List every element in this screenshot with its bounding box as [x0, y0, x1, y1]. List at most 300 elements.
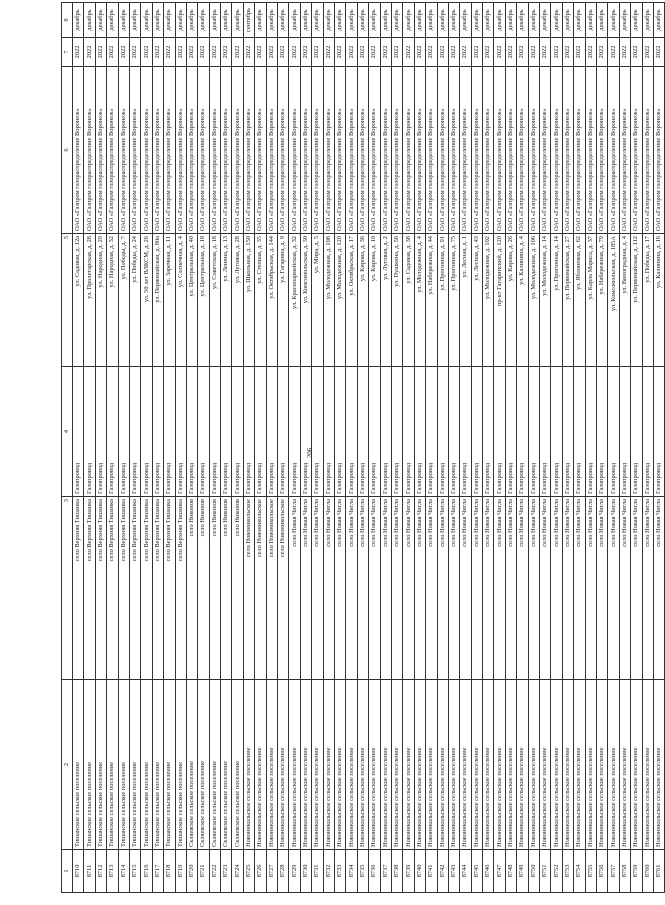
cell-month: декабрь [186, 3, 197, 38]
cell-settlement: Тишанское сельское поселение [107, 680, 118, 850]
cell-settlement: Новоникольское сельское поселение [585, 680, 596, 850]
cell-month: декабрь [209, 3, 220, 38]
cell-object-type: Газопровод [426, 367, 437, 497]
cell-object-type: Газопровод [84, 367, 95, 497]
header-col-7: 7 [62, 38, 73, 67]
cell-row-number: 8746 [483, 850, 494, 893]
cell-row-number: 8745 [471, 850, 482, 893]
cell-object-type: Газопровод [540, 367, 551, 497]
cell-row-number: 8738 [391, 850, 402, 893]
cell-row-number: 8751 [540, 850, 551, 893]
cell-locality: село Новая Чигла [380, 497, 391, 680]
cell-address: ул. Калинина, д. 16 [653, 234, 664, 367]
cell-row-number: 8722 [209, 850, 220, 893]
cell-operator: ОАО «Газпром газораспределение Воронеж» [619, 67, 630, 234]
cell-operator: ОАО «Газпром газораспределение Воронеж» [346, 67, 357, 234]
cell-row-number: 8749 [517, 850, 528, 893]
cell-month: декабрь [471, 3, 482, 38]
table-row [460, 3, 471, 893]
cell-settlement: Новоникольское сельское поселение [494, 680, 505, 850]
cell-year: 2022 [574, 38, 585, 67]
cell-month: декабрь [221, 3, 232, 38]
cell-object-type: Газопровод [414, 367, 425, 497]
cell-year: 2022 [505, 38, 516, 67]
cell-year: 2022 [369, 38, 380, 67]
cell-locality: село Новая Чигла [323, 497, 334, 680]
table-row [221, 3, 232, 893]
cell-month: декабрь [175, 3, 186, 38]
cell-operator: ОАО «Газпром газораспределение Воронеж» [414, 67, 425, 234]
cell-locality: село Никонов [221, 497, 232, 680]
cell-month: декабрь [483, 3, 494, 38]
cell-year: 2022 [460, 38, 471, 67]
cell-row-number: 8734 [346, 850, 357, 893]
cell-settlement: Новоникольское сельское поселение [483, 680, 494, 850]
table-row [243, 3, 254, 893]
cell-locality: село Новая Чигла [334, 497, 345, 680]
table-row [346, 3, 357, 893]
cell-row-number: 8726 [255, 850, 266, 893]
cell-address: пр-кт Гагаринский, д. 120 [494, 234, 505, 367]
cell-operator: ОАО «Газпром газораспределение Воронеж» [357, 67, 368, 234]
cell-locality: село Новая Чигла [357, 497, 368, 680]
table-row [175, 3, 186, 893]
cell-locality: село Новая Чигла [369, 497, 380, 680]
table-row [471, 3, 482, 893]
cell-month: декабрь [129, 3, 140, 38]
cell-locality: село Новая Чигла [631, 497, 642, 680]
cell-year: 2022 [334, 38, 345, 67]
cell-object-type: Газопровод [255, 367, 266, 497]
cell-row-number: 8710 [73, 850, 84, 893]
table-row [483, 3, 494, 893]
table-row [300, 3, 311, 893]
cell-operator: ОАО «Газпром газораспределение Воронеж» [152, 67, 163, 234]
cell-year: 2022 [232, 38, 243, 67]
cell-row-number: 8743 [448, 850, 459, 893]
cell-address: ул. Первомайская, д. 112 [631, 234, 642, 367]
table-row [631, 3, 642, 893]
table-row [619, 3, 630, 893]
cell-locality: село Новая Чигла [517, 497, 528, 680]
cell-settlement: Скляевское сельское поселение [209, 680, 220, 850]
table-row [517, 3, 528, 893]
table-row [186, 3, 197, 893]
cell-object-type: Газопровод [505, 367, 516, 497]
cell-year: 2022 [243, 38, 254, 67]
cell-year: 2022 [596, 38, 607, 67]
cell-locality: село Новоникольское [266, 497, 277, 680]
cell-settlement: Тишанское сельское поселение [164, 680, 175, 850]
cell-address: ул. Садовая, д. 12а [73, 234, 84, 367]
cell-year: 2022 [118, 38, 129, 67]
cell-object-type: Газопровод [346, 367, 357, 497]
cell-month: декабрь [414, 3, 425, 38]
cell-operator: ОАО «Газпром газораспределение Воронеж» [585, 67, 596, 234]
cell-row-number: 8739 [403, 850, 414, 893]
cell-address: ул. Прогонная, д. 75 [448, 234, 459, 367]
table-row [141, 3, 152, 893]
cell-month: декабрь [266, 3, 277, 38]
cell-settlement: Новоникольское сельское поселение [289, 680, 300, 850]
cell-month: декабрь [73, 3, 84, 38]
cell-year: 2022 [494, 38, 505, 67]
cell-object-type: Газопровод [334, 367, 345, 497]
cell-year: 2022 [107, 38, 118, 67]
table-row [414, 3, 425, 893]
cell-settlement: Новоникольское сельское поселение [540, 680, 551, 850]
cell-object-type: Газопровод [391, 367, 402, 497]
cell-locality: село Верхняя Тишанка [141, 497, 152, 680]
cell-address: ул. Садовая, д. 38 [403, 234, 414, 367]
cell-month: декабрь [426, 3, 437, 38]
cell-address: ул. Прогонная, д. 91 [437, 234, 448, 367]
cell-locality: село Новая Чигла [574, 497, 585, 680]
table-body [73, 3, 665, 893]
cell-object-type: Газопровод [380, 367, 391, 497]
cell-row-number: 8755 [585, 850, 596, 893]
cell-locality: село Новая Чигла [551, 497, 562, 680]
cell-operator: ОАО «Газпром газораспределение Воронеж» [540, 67, 551, 234]
cell-object-type: Газопровод [232, 367, 243, 497]
cell-settlement: Новоникольское сельское поселение [608, 680, 619, 850]
cell-row-number: 8737 [380, 850, 391, 893]
cell-month: декабрь [608, 3, 619, 38]
cell-object-type: Газопровод [278, 367, 289, 497]
cell-row-number: 8728 [278, 850, 289, 893]
cell-address: ул. Молодежная, д. 120 [334, 234, 345, 367]
cell-address: ул. Молодежная, д. 4 [414, 234, 425, 367]
cell-operator: ОАО «Газпром газораспределение Воронеж» [289, 67, 300, 234]
cell-operator: ОАО «Газпром газораспределение Воронеж» [255, 67, 266, 234]
cell-address: ул. Молодежная, д. 102 [483, 234, 494, 367]
cell-row-number: 8735 [357, 850, 368, 893]
cell-settlement: Новоникольское сельское поселение [255, 680, 266, 850]
cell-address: ул. Победы, д. 24 [129, 234, 140, 367]
cell-row-number: 8732 [323, 850, 334, 893]
cell-settlement: Новоникольское сельское поселение [334, 680, 345, 850]
cell-settlement: Новоникольское сельское поселение [243, 680, 254, 850]
cell-row-number: 8741 [426, 850, 437, 893]
header-col-2: 2 [62, 680, 73, 850]
cell-object-type: Газопровод [483, 367, 494, 497]
cell-locality: село Новая Чигла [448, 497, 459, 680]
cell-row-number: 8731 [312, 850, 323, 893]
cell-month: декабрь [437, 3, 448, 38]
cell-locality: село Новоникольское [255, 497, 266, 680]
rotated-table-sheet [61, 7, 663, 893]
cell-locality: село Новая Чигла [312, 497, 323, 680]
cell-settlement: Новоникольское сельское поселение [312, 680, 323, 850]
cell-object-type: Газопровод [209, 367, 220, 497]
table-row [209, 3, 220, 893]
cell-row-number: 8756 [596, 850, 607, 893]
cell-year: 2022 [312, 38, 323, 67]
cell-year: 2022 [175, 38, 186, 67]
cell-row-number: 8719 [175, 850, 186, 893]
cell-operator: ОАО «Газпром газораспределение Воронеж» [300, 67, 311, 234]
cell-row-number: 8757 [608, 850, 619, 893]
cell-object-type: Газопровод [551, 367, 562, 497]
cell-year: 2022 [95, 38, 106, 67]
cell-address: ул. Карла Маркса, д. 37 [585, 234, 596, 367]
cell-year: 2022 [357, 38, 368, 67]
cell-row-number: 8717 [152, 850, 163, 893]
cell-locality: село Новая Чигла [494, 497, 505, 680]
cell-settlement: Новоникольское сельское поселение [619, 680, 630, 850]
cell-locality: село Новая Чигла [403, 497, 414, 680]
cell-month: декабрь [631, 3, 642, 38]
cell-operator: ОАО «Газпром газораспределение Воронеж» [631, 67, 642, 234]
cell-address: ул. Народная, д. 29 [95, 234, 106, 367]
cell-settlement: Новоникольское сельское поселение [346, 680, 357, 850]
cell-settlement: Скляевское сельское поселение [232, 680, 243, 850]
cell-settlement: Новоникольское сельское поселение [414, 680, 425, 850]
cell-settlement: Новоникольское сельское поселение [574, 680, 585, 850]
cell-operator: ОАО «Газпром газораспределение Воронеж» [175, 67, 186, 234]
cell-month: декабрь [574, 3, 585, 38]
cell-locality: село Никонов [186, 497, 197, 680]
cell-locality: село Верхняя Тишанка [73, 497, 84, 680]
table-row [84, 3, 95, 893]
cell-row-number: 8758 [619, 850, 630, 893]
cell-row-number: 8733 [334, 850, 345, 893]
cell-address: ул. Ленина, д. 13 [221, 234, 232, 367]
cell-operator: ОАО «Газпром газораспределение Воронеж» [471, 67, 482, 234]
cell-month: декабрь [141, 3, 152, 38]
cell-year: 2022 [653, 38, 664, 67]
table-row [232, 3, 243, 893]
cell-object-type: Газопровод [198, 367, 209, 497]
cell-year: 2022 [448, 38, 459, 67]
cell-operator: ОАО «Газпром газораспределение Воронеж» [186, 67, 197, 234]
cell-object-type: Газопровод [437, 367, 448, 497]
cell-month: декабрь [551, 3, 562, 38]
cell-year: 2022 [289, 38, 300, 67]
cell-operator: ОАО «Газпром газораспределение Воронеж» [528, 67, 539, 234]
cell-year: 2022 [437, 38, 448, 67]
cell-address: ул. Калинина, д. 4 [517, 234, 528, 367]
cell-address: ул. Луговая, д. 28 [232, 234, 243, 367]
cell-object-type: Газопровод [471, 367, 482, 497]
cell-month: декабрь [517, 3, 528, 38]
cell-month: сентябрь [243, 3, 254, 38]
cell-settlement: Новоникольское сельское поселение [505, 680, 516, 850]
cell-locality: село Новая Чигла [391, 497, 402, 680]
table-row [596, 3, 607, 893]
cell-object-type: Газопровод [243, 367, 254, 497]
cell-year: 2022 [278, 38, 289, 67]
cell-row-number: 8754 [574, 850, 585, 893]
cell-locality: село Никонов [198, 497, 209, 680]
cell-row-number: 8716 [141, 850, 152, 893]
cell-row-number: 8715 [129, 850, 140, 893]
cell-operator: ОАО «Газпром газораспределение Воронеж» [209, 67, 220, 234]
cell-operator: ОАО «Газпром газораспределение Воронеж» [551, 67, 562, 234]
cell-locality: село Никонов [209, 497, 220, 680]
cell-object-type: Газопровод [517, 367, 528, 497]
cell-month: декабрь [84, 3, 95, 38]
cell-address: ул. Кирова, д. 26 [505, 234, 516, 367]
cell-settlement: Новоникольское сельское поселение [278, 680, 289, 850]
cell-address: ул. Первомайская, д. 27 [562, 234, 573, 367]
cell-month: декабрь [540, 3, 551, 38]
table-row [164, 3, 175, 893]
cell-year: 2022 [585, 38, 596, 67]
cell-locality: село Новая Чигла [437, 497, 448, 680]
table-row [95, 3, 106, 893]
cell-month: декабрь [357, 3, 368, 38]
cell-row-number: 8747 [494, 850, 505, 893]
cell-address: ул. Заречная, д. 11 [164, 234, 175, 367]
cell-address: ул. Мира, д. 5 [312, 234, 323, 367]
cell-year: 2022 [84, 38, 95, 67]
cell-locality: село Новая Чигла [653, 497, 664, 680]
header-col-1: 1 [62, 850, 73, 893]
cell-row-number: 8713 [107, 850, 118, 893]
cell-settlement: Тишанское сельское поселение [118, 680, 129, 850]
cell-settlement: Скляевское сельское поселение [221, 680, 232, 850]
cell-operator: ОАО «Газпром газораспределение Воронеж» [562, 67, 573, 234]
cell-address: ул. Октябрьская, д. 144 [266, 234, 277, 367]
cell-year: 2022 [426, 38, 437, 67]
cell-row-number: 8753 [562, 850, 573, 893]
cell-settlement: Новоникольское сельское поселение [437, 680, 448, 850]
cell-operator: ОАО «Газпром газораспределение Воронеж» [141, 67, 152, 234]
cell-locality: село Верхняя Тишанка [84, 497, 95, 680]
cell-year: 2022 [528, 38, 539, 67]
cell-year: 2022 [266, 38, 277, 67]
cell-address: ул. Школьная, д. 150 [243, 234, 254, 367]
cell-object-type: Газопровод [266, 367, 277, 497]
cell-settlement: Скляевское сельское поселение [186, 680, 197, 850]
cell-locality: село Верхняя Тишанка [164, 497, 175, 680]
header-col-6: 6 [62, 67, 73, 234]
cell-year: 2022 [346, 38, 357, 67]
cell-row-number: 8760 [642, 850, 653, 893]
cell-locality: село Новая Чигла [426, 497, 437, 680]
cell-address: ул. Набережная, д. 44 [426, 234, 437, 367]
cell-row-number: 8718 [164, 850, 175, 893]
cell-object-type: Газопровод [312, 367, 323, 497]
table-row [357, 3, 368, 893]
cell-address: ул. Набережная, д. 79 [596, 234, 607, 367]
table-row [107, 3, 118, 893]
cell-locality: село Верхняя Тишанка [118, 497, 129, 680]
table-row [426, 3, 437, 893]
cell-address: ул. Первомайская, д. 80а [152, 234, 163, 367]
cell-year: 2022 [152, 38, 163, 67]
cell-object-type: Газопровод [300, 367, 311, 497]
table-row [380, 3, 391, 893]
cell-settlement: Тишанское сельское поселение [175, 680, 186, 850]
cell-address: ул. Победы, д. 17 [642, 234, 653, 367]
cell-operator: ОАО «Газпром газораспределение Воронеж» [266, 67, 277, 234]
table-row [494, 3, 505, 893]
cell-year: 2022 [391, 38, 402, 67]
cell-operator: ОАО «Газпром газораспределение Воронеж» [198, 67, 209, 234]
cell-month: декабрь [380, 3, 391, 38]
cell-month: декабрь [118, 3, 129, 38]
cell-row-number: 8740 [414, 850, 425, 893]
cell-year: 2022 [323, 38, 334, 67]
cell-locality: село Новая Чигла [540, 497, 551, 680]
cell-row-number: 8723 [221, 850, 232, 893]
cell-month: декабрь [300, 3, 311, 38]
cell-month: декабрь [403, 3, 414, 38]
cell-operator: ОАО «Газпром газораспределение Воронеж» [73, 67, 84, 234]
cell-settlement: Новоникольское сельское поселение [323, 680, 334, 850]
cell-year: 2022 [551, 38, 562, 67]
table-row [562, 3, 573, 893]
cell-object-type: Газопровод [323, 367, 334, 497]
cell-month: декабрь [278, 3, 289, 38]
cell-year: 2022 [141, 38, 152, 67]
cell-object-type: Газопровод [585, 367, 596, 497]
cell-settlement: Тишанское сельское поселение [84, 680, 95, 850]
cell-settlement: Новоникольское сельское поселение [266, 680, 277, 850]
cell-year: 2022 [471, 38, 482, 67]
header-col-5: 5 [62, 234, 73, 367]
cell-row-number: 8721 [198, 850, 209, 893]
page-number: 206 [306, 447, 314, 459]
cell-settlement: Новоникольское сельское поселение [448, 680, 459, 850]
cell-locality: село Новоникольское [243, 497, 254, 680]
cell-address: ул. Центральная, д. 40 [186, 234, 197, 367]
header-col-4: 4 [62, 367, 73, 497]
cell-operator: ОАО «Газпром газораспределение Воронеж» [84, 67, 95, 234]
table-row [289, 3, 300, 893]
cell-locality: село Новая Чигла [528, 497, 539, 680]
table-row [391, 3, 402, 893]
cell-year: 2022 [608, 38, 619, 67]
cell-locality: село Новая Чигла [300, 497, 311, 680]
cell-row-number: 8752 [551, 850, 562, 893]
cell-object-type: Газопровод [528, 367, 539, 497]
cell-address: ул. Победы, д. 7 [118, 234, 129, 367]
table-row [653, 3, 664, 893]
cell-operator: ОАО «Газпром газораспределение Воронеж» [380, 67, 391, 234]
cell-operator: ОАО «Газпром газораспределение Воронеж» [232, 67, 243, 234]
cell-operator: ОАО «Газпром газораспределение Воронеж» [426, 67, 437, 234]
cell-locality: село Новая Чигла [505, 497, 516, 680]
cell-month: декабрь [505, 3, 516, 38]
cell-address: ул. Гагарина, д. 9 [278, 234, 289, 367]
cell-year: 2022 [380, 38, 391, 67]
cell-address: ул. Октябрьская, д. 17 [346, 234, 357, 367]
cell-settlement: Новоникольское сельское поселение [471, 680, 482, 850]
cell-object-type: Газопровод [186, 367, 197, 497]
cell-address: ул. Молодежная, д. 108 [323, 234, 334, 367]
cell-settlement: Новоникольское сельское поселение [369, 680, 380, 850]
cell-settlement: Тишанское сельское поселение [95, 680, 106, 850]
cell-year: 2022 [300, 38, 311, 67]
table-row [312, 3, 323, 893]
cell-settlement: Новоникольское сельское поселение [357, 680, 368, 850]
cell-year: 2022 [642, 38, 653, 67]
cell-row-number: 8744 [460, 850, 471, 893]
cell-operator: ОАО «Газпром газораспределение Воронеж» [653, 67, 664, 234]
cell-year: 2022 [414, 38, 425, 67]
cell-row-number: 8729 [289, 850, 300, 893]
cell-object-type: Газопровод [107, 367, 118, 497]
cell-object-type: Газопровод [164, 367, 175, 497]
cell-object-type: Газопровод [596, 367, 607, 497]
cell-row-number: 8720 [186, 850, 197, 893]
cell-year: 2022 [517, 38, 528, 67]
cell-row-number: 8761 [653, 850, 664, 893]
cell-object-type: Газопровод [653, 367, 664, 497]
